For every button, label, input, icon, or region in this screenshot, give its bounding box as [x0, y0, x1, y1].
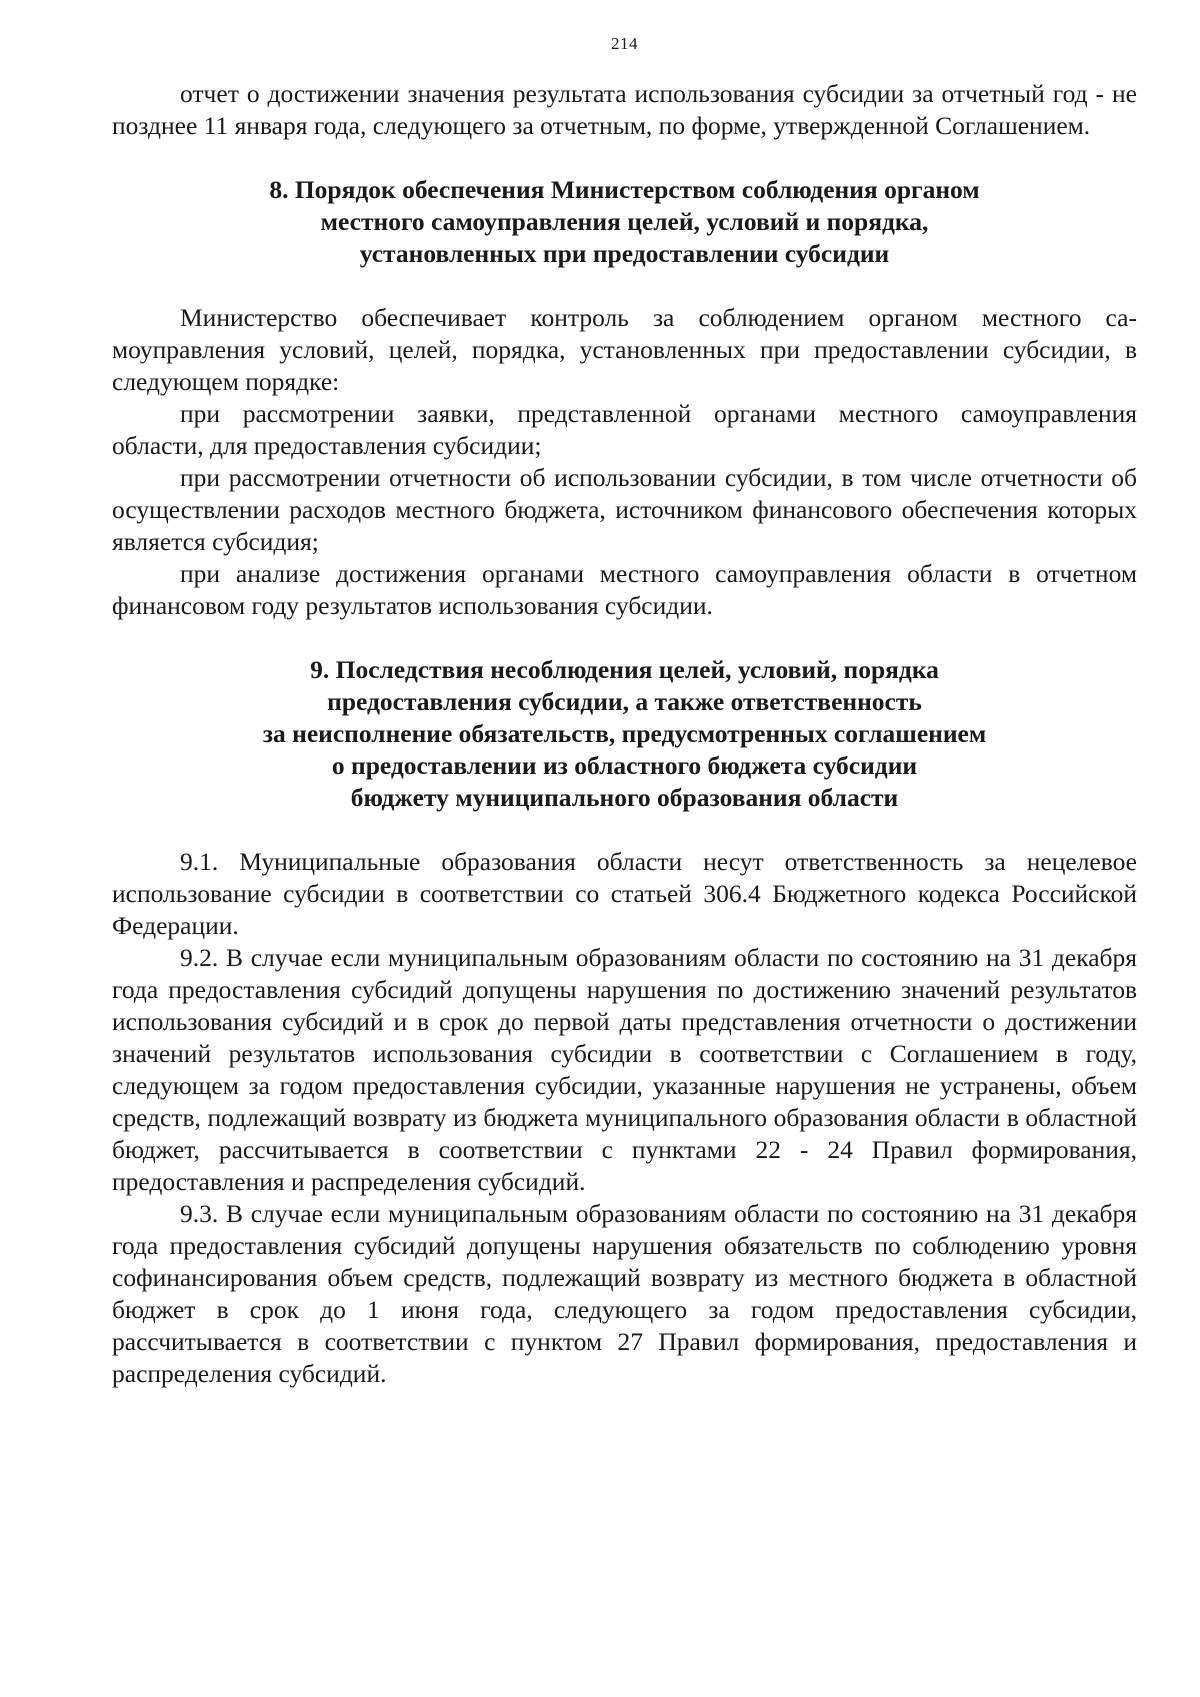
- section-8-paragraph: Министерство обеспечивает контроль за соблюдением органом местного самоуправления условий, целей, порядка, установленных при предоставлении субсидии, в следующем порядке:: [112, 303, 1137, 396]
- section-9-heading-line: за неисполнение обязательств, предусмотренных соглашением: [262, 719, 987, 748]
- section-9-heading: [112, 654, 1137, 814]
- section-8-heading-line: установленных при предоставлении субсидии: [359, 239, 890, 268]
- section-9-heading-line: бюджету муниципального образования области: [350, 783, 899, 812]
- section-8-heading-line: 8. Порядок обеспечения Министерством соблюдения органом: [269, 175, 980, 204]
- section-9-paragraph: 9.1. Муниципальные образования области несут ответственность за нецелевое использование субсидии в соответствии со статьей 306.4 Бюджетного кодекса Российской Федерации.: [112, 847, 1137, 940]
- intro-paragraph: отчет о достижении значения результата использования субсидии за отчетный год - не позднее 11 января года, следующего за отчетным, по форме, утвержденной Соглашением.: [112, 79, 1137, 140]
- section-9-paragraph: 9.3. В случае если муниципальным образованиям области по состоянию на 31 декабря года предоставления субсидий допущены нарушения обязательств по соблюдению уровня софинансирования объем средств, подлежащий возврату из местного бюджета в областной бюджет в срок до 1 июня года, следующего за годом предоставления субсидии, рассчитывается в соответствии с пунктом 27 Правил формирования, предоставления и распределения субсидий.: [112, 1199, 1137, 1388]
- document-page: [112, 34, 1137, 1390]
- section-9-heading-line: 9. Последствия несоблюдения целей, условий, порядка: [310, 655, 939, 684]
- section-8-paragraph: при анализе достижения органами местного самоуправления области в отчетном финансовом году результатов использования субсидии.: [112, 559, 1137, 620]
- section-8-heading: [112, 174, 1137, 270]
- section-9-heading-line: о предоставлении из областного бюджета субсидии: [331, 751, 918, 780]
- section-8-paragraph: при рассмотрении отчетности об использовании субсидии, в том числе отчетности об осуществлении расходов местного бюджета, источником финансового обеспечения которых является субсидия;: [112, 463, 1137, 556]
- section-8-heading-line: местного самоуправления целей, условий и порядка,: [320, 207, 929, 236]
- section-8-paragraph: при рассмотрении заявки, представленной органами местного самоуправления области, для предоставления субсидии;: [112, 399, 1137, 460]
- section-9-heading-line: предоставления субсидии, а также ответственность: [327, 687, 922, 716]
- section-9-paragraph: 9.2. В случае если муниципальным образованиям области по состоянию на 31 декабря года предоставления субсидий допущены нарушения по достижению значений результатов использования субсидий и в срок до первой даты представления отчетности о достижении значений результатов использования субсидии в соответствии с Соглашением в году, следующем за годом предоставления субсидии, указанные нарушения не устранены, объем средств, подлежащий возврату из бюджета муниципального образования области в областной бюджет, рассчитывается в соответствии с пунктами 22 - 24 Правил формирования, предоставления и распределения субсидий.: [112, 943, 1137, 1196]
- page-number: 214: [611, 34, 638, 53]
